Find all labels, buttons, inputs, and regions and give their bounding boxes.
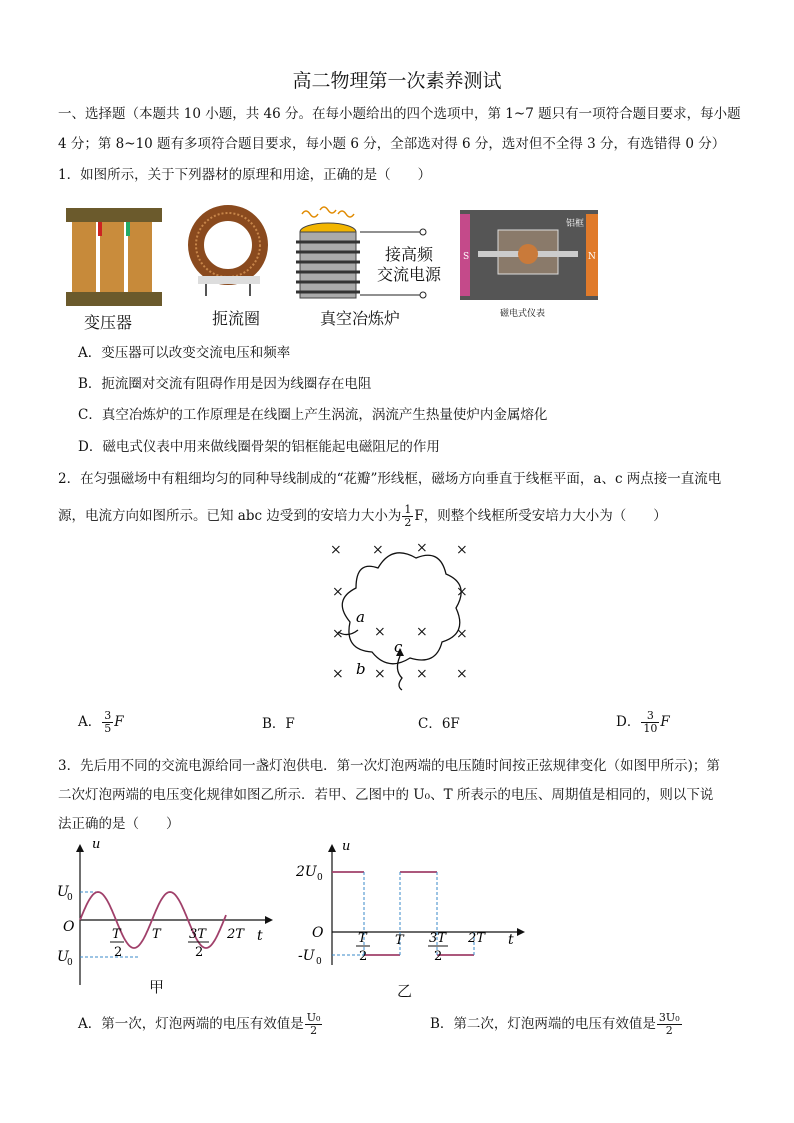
q3-option-b: [430, 1012, 683, 1037]
caption-hf-line1: 接高频: [385, 245, 434, 264]
q1-option-b: B．扼流圈对交流有阻碍作用是因为线圈存在电阻: [78, 376, 372, 392]
graph-yi-caption: 乙: [397, 982, 413, 1000]
field-cross: ×: [374, 666, 386, 682]
field-cross: ×: [456, 584, 468, 600]
field-cross: ×: [332, 584, 344, 600]
caption-transformer: 变压器: [84, 313, 133, 332]
yi-u-label: u: [342, 840, 351, 854]
q3-line1: 3．先后用不同的交流电源给同一盏灯泡供电．第一次灯泡两端的电压随时间按正弦规律变化（如图甲所示)；第: [58, 758, 720, 774]
transformer-image: [66, 208, 162, 306]
section-instructions-line2: 4 分；第 8~10 题有多项符合题目要求，每小题 6 分，全部选对得 6 分，选对但不全得 3 分，有选错得 0 分）: [58, 136, 726, 152]
q2-option-d-frac: [641, 710, 659, 735]
jia-t-half-den: 2: [114, 945, 123, 960]
q2-option-d: [616, 710, 670, 735]
field-cross: ×: [372, 542, 384, 558]
q2-line1: 2．在匀强磁场中有粗细均匀的同种导线制成的“花瓣”形线框，磁场方向垂直于线框平面，a、c 两点接一直流电: [58, 471, 722, 487]
graph-jia: [55, 840, 275, 1000]
q2-option-a: [78, 710, 124, 735]
yi-neg-u0-label: -U: [298, 948, 315, 964]
caption-furnace: 真空冶炼炉: [320, 309, 401, 328]
jia-u0-label: U: [57, 884, 69, 900]
label-b: b: [356, 660, 366, 678]
q2-line2: [58, 504, 667, 529]
label-c: c: [394, 638, 403, 656]
q2-line2-post: F，则整个线框所受安培力大小为（ ）: [414, 508, 667, 524]
yi-t-label: t: [508, 932, 514, 948]
current-out-wire: [397, 656, 402, 690]
field-cross: ×: [456, 626, 468, 642]
q1-option-d: D．磁电式仪表中用来做线圈骨架的铝框能起电磁阻尼的作用: [78, 439, 440, 455]
q2-fraction-den: 2: [404, 516, 412, 529]
q2-option-d-den: 10: [643, 722, 658, 735]
field-cross: ×: [416, 540, 428, 556]
q3-line3: 法正确的是（ ）: [58, 816, 180, 832]
yi-neg-u0-sub: 0: [316, 957, 322, 967]
meter-s-label: S: [463, 252, 470, 262]
q2-option-a-den: 5: [104, 722, 112, 735]
q2-option-c: C．6F: [418, 716, 460, 732]
q3-option-a-frac: [305, 1012, 323, 1037]
graph-jia-caption: 甲: [149, 978, 165, 996]
q2-option-d-num: 3: [641, 710, 659, 723]
q3-line2: 二次灯泡两端的电压变化规律如图乙所示．若甲、乙图中的 U₀、T 所表示的电压、周期值是相同的，则以下说: [58, 787, 714, 803]
q2-option-a-frac: [102, 710, 113, 735]
q3-option-a-den: 2: [310, 1024, 318, 1037]
field-cross: ×: [374, 624, 386, 640]
jia-origin-label: O: [63, 919, 75, 935]
field-cross: ×: [332, 666, 344, 682]
q3-option-b-num: 3U₀: [658, 1011, 680, 1024]
jia-neg-u0-label: U: [57, 949, 69, 965]
jia-3t-half-num: 3T: [189, 927, 206, 942]
jia-u-label: u: [92, 840, 101, 852]
q3-option-a-text: A．第一次，灯泡两端的电压有效值是: [78, 1016, 304, 1032]
yi-3t-half-num: 3T: [429, 931, 446, 946]
q2-option-d-label: D．: [616, 714, 641, 730]
section-instructions-line1: 一、选择题（本题共 10 小题，共 46 分。在每小题给出的四个选项中，第 1~7 题只有一项符合题目要求，每小题: [58, 106, 741, 122]
q2-option-d-unit: F: [660, 714, 670, 730]
yi-2t-label: 2T: [468, 931, 485, 946]
yi-2u0-sub: 0: [317, 873, 323, 883]
caption-meter: 磁电式仪表: [500, 309, 546, 319]
jia-t-half-num: T: [112, 927, 121, 942]
q2-figure: [320, 536, 480, 696]
jia-t-label-tick: T: [152, 927, 161, 942]
q3-option-a-num: U₀: [306, 1011, 321, 1024]
yi-t-half-den: 2: [359, 949, 368, 964]
field-cross: ×: [332, 626, 344, 642]
field-cross: ×: [456, 542, 468, 558]
meter-n-label: N: [588, 252, 596, 262]
field-cross: ×: [416, 666, 428, 682]
q2-option-b: B．F: [262, 716, 295, 732]
graph-yi: [292, 840, 532, 980]
field-cross: ×: [416, 624, 428, 640]
label-a: a: [356, 608, 365, 626]
yi-t-half-num: T: [358, 931, 367, 946]
yi-t-label-tick: T: [395, 933, 404, 948]
jia-2t-label: 2T: [227, 927, 244, 942]
q2-fraction-num: 1: [404, 503, 412, 516]
q3-option-b-frac: [657, 1012, 682, 1037]
yi-2u0-label: 2U: [296, 864, 317, 880]
jia-3t-half-den: 2: [195, 945, 204, 960]
yi-origin-label: O: [312, 925, 324, 941]
jia-t-label: t: [257, 928, 263, 944]
q3-option-a: [78, 1012, 323, 1037]
jia-u0-sub: 0: [67, 893, 73, 903]
meter-al-label: 铝框: [566, 219, 585, 229]
page-title: 高二物理第一次素养测试: [292, 70, 502, 92]
q2-option-a-num: 3: [104, 709, 112, 722]
q1-stem: 1．如图所示，关于下列器材的原理和用途，正确的是（ ）: [58, 167, 432, 183]
q2-option-a-label: A．: [78, 714, 102, 730]
jia-neg-u0-sub: 0: [67, 958, 73, 968]
caption-choke: 扼流圈: [212, 309, 261, 328]
choke-image: [196, 213, 260, 296]
q2-option-a-unit: F: [114, 714, 124, 730]
q2-fraction: [402, 504, 413, 529]
caption-hf-line2: 交流电源: [377, 265, 442, 284]
field-cross: ×: [330, 542, 342, 558]
q2-line2-pre: 源，电流方向如图所示。已知 abc 边受到的安培力大小为: [58, 508, 402, 524]
q3-option-b-text: B．第二次，灯泡两端的电压有效值是: [430, 1016, 656, 1032]
field-cross: ×: [456, 666, 468, 682]
q3-option-b-den: 2: [665, 1024, 673, 1037]
yi-3t-half-den: 2: [434, 949, 443, 964]
q1-option-c: C．真空冶炼炉的工作原理是在线圈上产生涡流，涡流产生热量使炉内金属熔化: [78, 407, 548, 423]
q1-option-a: A．变压器可以改变交流电压和频率: [78, 345, 291, 361]
